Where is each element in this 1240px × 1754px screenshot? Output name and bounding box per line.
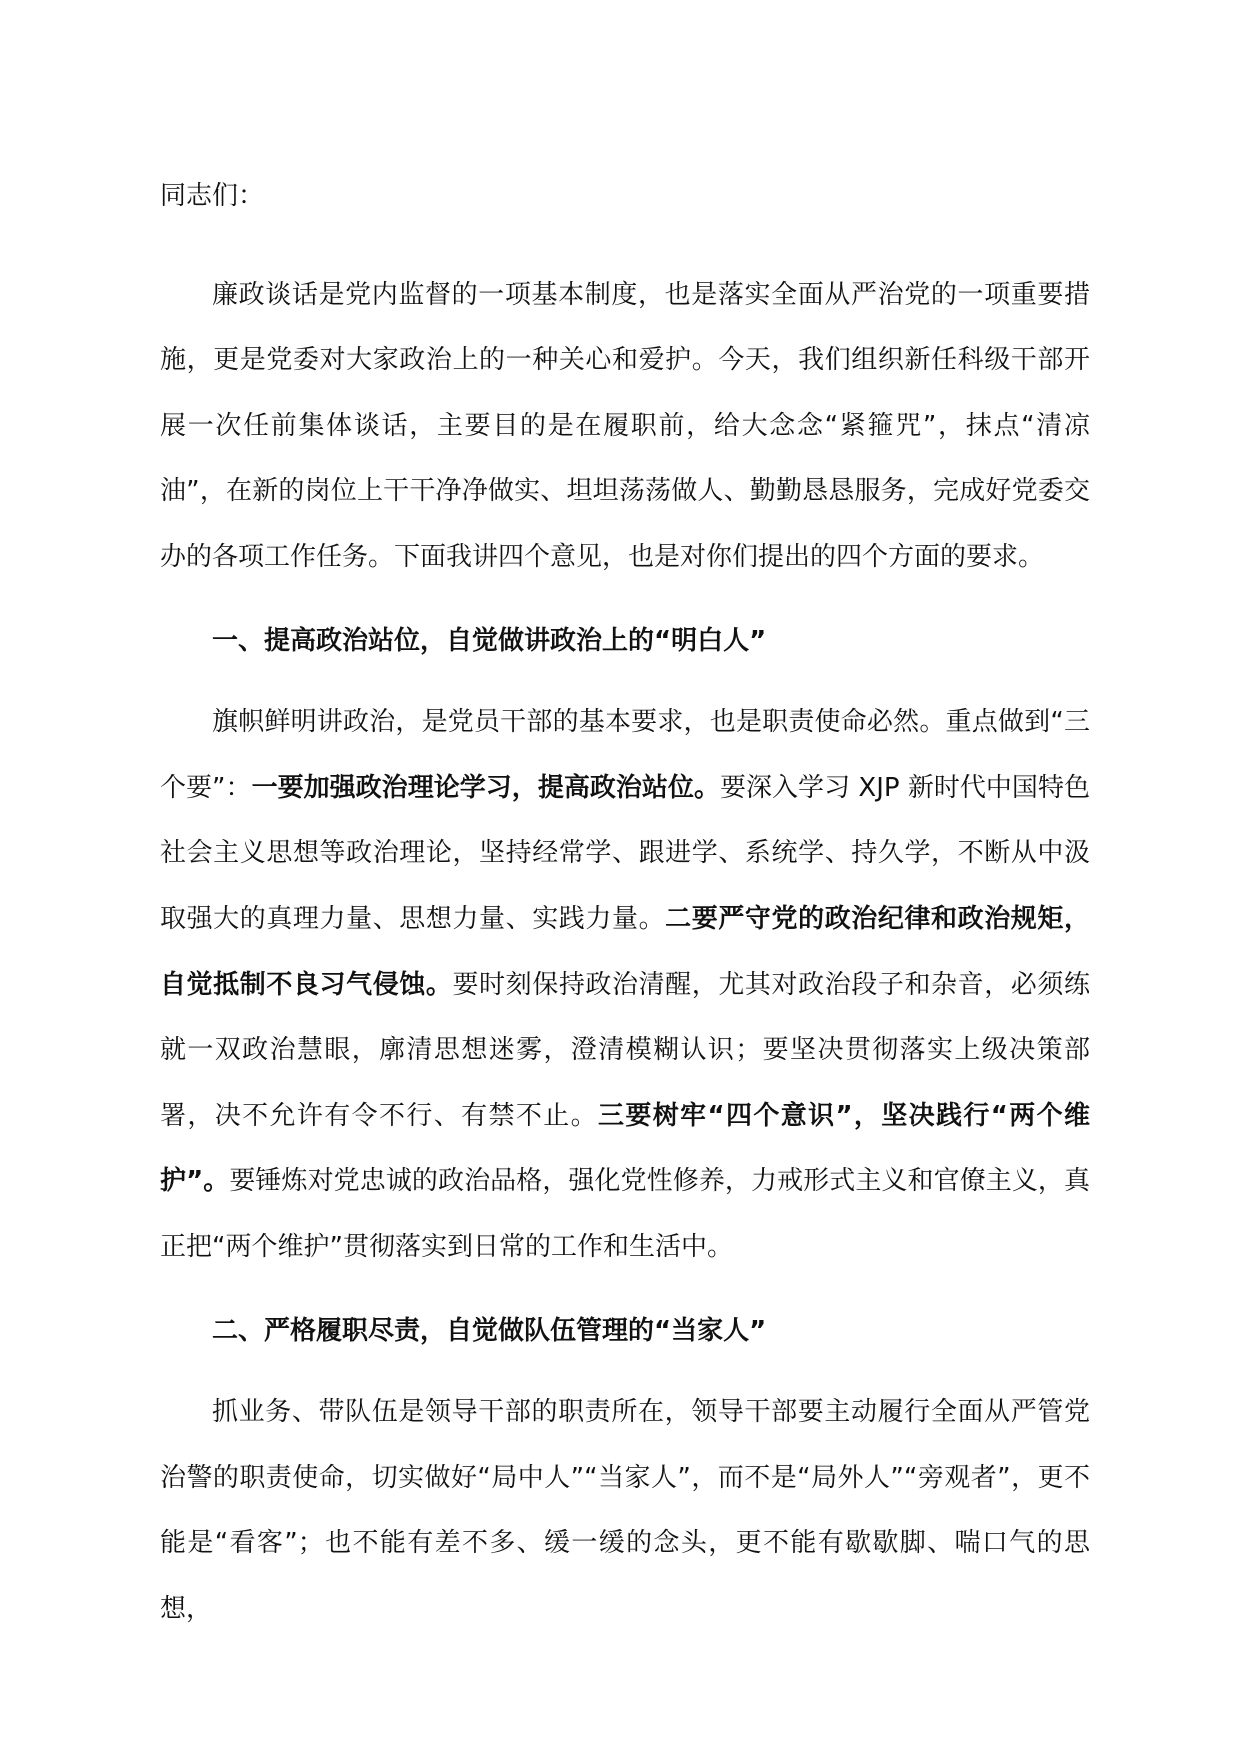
- section-1-text-3: 要时刻保持政治清醒，尤其对政治段子和杂音，必须练就一双政治慧眼，廓清思想迷雾，澄清模糊认识；要坚决贯彻落实上级决策部署，决不允许有令不行、有禁不止。: [160, 969, 1090, 1131]
- document-page: [160, 164, 1090, 1642]
- section-1-bold-1: 一要加强政治理论学习，提高政治站位。: [251, 772, 720, 803]
- section-1-bold-2: 二要严守党的政治纪律和政治规矩，自觉抵制不良习气侵蚀。: [160, 903, 1090, 1000]
- section-1-text-1: 旗帜鲜明讲政治，是党员干部的基本要求，也是职责使命必然。重点做到“三个要”：: [160, 707, 1090, 803]
- section-2-heading: 二、严格履职尽责，自觉做队伍管理的“当家人”: [212, 1315, 767, 1346]
- section-1-paragraph: [160, 690, 1090, 1280]
- salutation: 同志们：: [160, 181, 265, 211]
- section-2-paragraph: 抓业务、带队伍是领导干部的职责所在，领导干部要主动履行全面从严管党治警的职责使命，切实做好“局中人”“当家人”，而不是“局外人”“旁观者”，更不能是“看客”；也不能有差不多、缓一缓的念头，更不能有歇歇脚、喘口气的思想，: [160, 1397, 1090, 1624]
- section-1-text-4: 要锤炼对党忠诚的政治品格，强化党性修养，力戒形式主义和官僚主义，真正把“两个维护”贯彻落实到日常的工作和生活中。: [160, 1166, 1090, 1262]
- section-1-text-2: 要深入学习 XJP 新时代中国特色社会主义思想等政治理论，坚持经常学、跟进学、系统学、持久学，不断从中汲取强大的真理力量、思想力量、实践力量。: [160, 772, 1090, 934]
- intro-paragraph: 廉政谈话是党内监督的一项基本制度，也是落实全面从严治党的一项重要措施，更是党委对大家政治上的一种关心和爱护。今天，我们组织新任科级干部开展一次任前集体谈话，主要目的是在履职前，给大念念“紧箍咒”，抹点“清凉油”，在新的岗位上干干净净做实、坦坦荡荡做人、勤勤恳恳服务，完成好党委交办的各项工作任务。下面我讲四个意见，也是对你们提出的四个方面的要求。: [160, 279, 1090, 572]
- section-1-heading: 一、提高政治站位，自觉做讲政治上的“明白人”: [212, 625, 767, 656]
- section-1-bold-3: 三要树牢“四个意识”，坚决践行“两个维护”。: [160, 1100, 1090, 1197]
